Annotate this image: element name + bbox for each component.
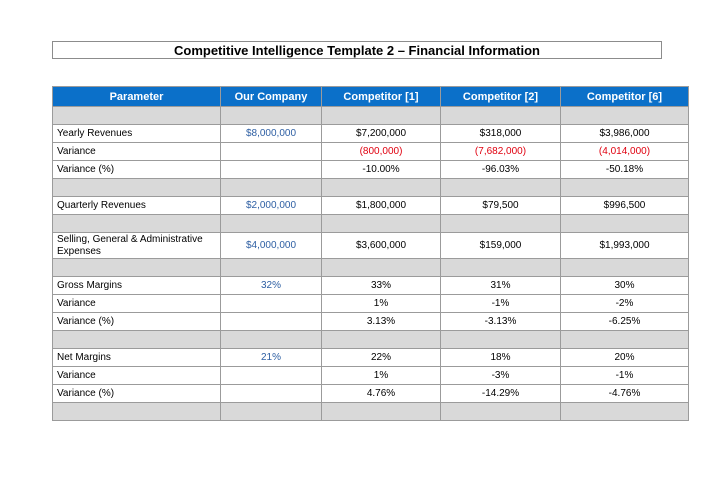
spacer-row xyxy=(53,215,689,233)
cell-our-company: 21% xyxy=(221,349,322,367)
cell-competitor-1: 1% xyxy=(322,367,441,385)
cell-competitor-1: 3.13% xyxy=(322,313,441,331)
row-parameter: Yearly Revenues xyxy=(53,125,221,143)
row-parameter: Gross Margins xyxy=(53,277,221,295)
cell-competitor-6: 20% xyxy=(561,349,689,367)
cell-our-company xyxy=(221,295,322,313)
cell-competitor-6: -2% xyxy=(561,295,689,313)
header-competitor-6: Competitor [6] xyxy=(561,87,689,107)
header-competitor-1: Competitor [1] xyxy=(322,87,441,107)
table-row xyxy=(53,161,689,179)
cell-competitor-6: $1,993,000 xyxy=(561,233,689,259)
row-parameter: Variance xyxy=(53,295,221,313)
cell-competitor-1: $7,200,000 xyxy=(322,125,441,143)
table-row xyxy=(53,277,689,295)
table-row xyxy=(53,143,689,161)
spacer-row xyxy=(53,259,689,277)
row-parameter: Variance xyxy=(53,143,221,161)
cell-competitor-2: -3.13% xyxy=(441,313,561,331)
header-competitor-2: Competitor [2] xyxy=(441,87,561,107)
cell-our-company xyxy=(221,367,322,385)
row-parameter: Variance xyxy=(53,367,221,385)
row-parameter: Variance (%) xyxy=(53,385,221,403)
cell-competitor-1: $1,800,000 xyxy=(322,197,441,215)
header-parameter: Parameter xyxy=(53,87,221,107)
spacer-row xyxy=(53,179,689,197)
cell-competitor-2: (7,682,000) xyxy=(441,143,561,161)
cell-competitor-1: 22% xyxy=(322,349,441,367)
cell-competitor-1: -10.00% xyxy=(322,161,441,179)
cell-our-company: $4,000,000 xyxy=(221,233,322,259)
table-row xyxy=(53,385,689,403)
cell-competitor-6: $3,986,000 xyxy=(561,125,689,143)
cell-competitor-2: 31% xyxy=(441,277,561,295)
cell-our-company xyxy=(221,161,322,179)
table-row xyxy=(53,367,689,385)
cell-competitor-2: -96.03% xyxy=(441,161,561,179)
cell-competitor-2: $159,000 xyxy=(441,233,561,259)
header-row xyxy=(53,87,689,107)
table-row xyxy=(53,233,689,259)
cell-our-company: 32% xyxy=(221,277,322,295)
cell-competitor-2: $79,500 xyxy=(441,197,561,215)
cell-competitor-6: (4,014,000) xyxy=(561,143,689,161)
cell-competitor-6: -4.76% xyxy=(561,385,689,403)
cell-our-company xyxy=(221,313,322,331)
row-parameter: Variance (%) xyxy=(53,313,221,331)
cell-competitor-1: 1% xyxy=(322,295,441,313)
cell-competitor-6: -50.18% xyxy=(561,161,689,179)
row-parameter: Net Margins xyxy=(53,349,221,367)
spacer-row xyxy=(53,403,689,421)
cell-competitor-6: 30% xyxy=(561,277,689,295)
cell-competitor-1: 33% xyxy=(322,277,441,295)
cell-competitor-6: $996,500 xyxy=(561,197,689,215)
spacer-row xyxy=(53,331,689,349)
cell-competitor-2: -14.29% xyxy=(441,385,561,403)
table-row xyxy=(53,197,689,215)
page-title: Competitive Intelligence Template 2 – Financial Information xyxy=(52,41,662,59)
cell-competitor-1: $3,600,000 xyxy=(322,233,441,259)
financial-table xyxy=(52,86,689,421)
cell-our-company xyxy=(221,385,322,403)
cell-competitor-2: -1% xyxy=(441,295,561,313)
cell-competitor-2: 18% xyxy=(441,349,561,367)
row-parameter: Quarterly Revenues xyxy=(53,197,221,215)
table-row xyxy=(53,313,689,331)
row-parameter: Selling, General & Administrative Expenses xyxy=(53,233,221,259)
cell-competitor-2: $318,000 xyxy=(441,125,561,143)
table-row xyxy=(53,349,689,367)
cell-competitor-6: -1% xyxy=(561,367,689,385)
spacer-row xyxy=(53,107,689,125)
cell-our-company: $8,000,000 xyxy=(221,125,322,143)
cell-competitor-2: -3% xyxy=(441,367,561,385)
table-row xyxy=(53,295,689,313)
cell-our-company xyxy=(221,143,322,161)
cell-our-company: $2,000,000 xyxy=(221,197,322,215)
header-our-company: Our Company xyxy=(221,87,322,107)
row-parameter: Variance (%) xyxy=(53,161,221,179)
cell-competitor-1: (800,000) xyxy=(322,143,441,161)
cell-competitor-6: -6.25% xyxy=(561,313,689,331)
cell-competitor-1: 4.76% xyxy=(322,385,441,403)
table-row xyxy=(53,125,689,143)
